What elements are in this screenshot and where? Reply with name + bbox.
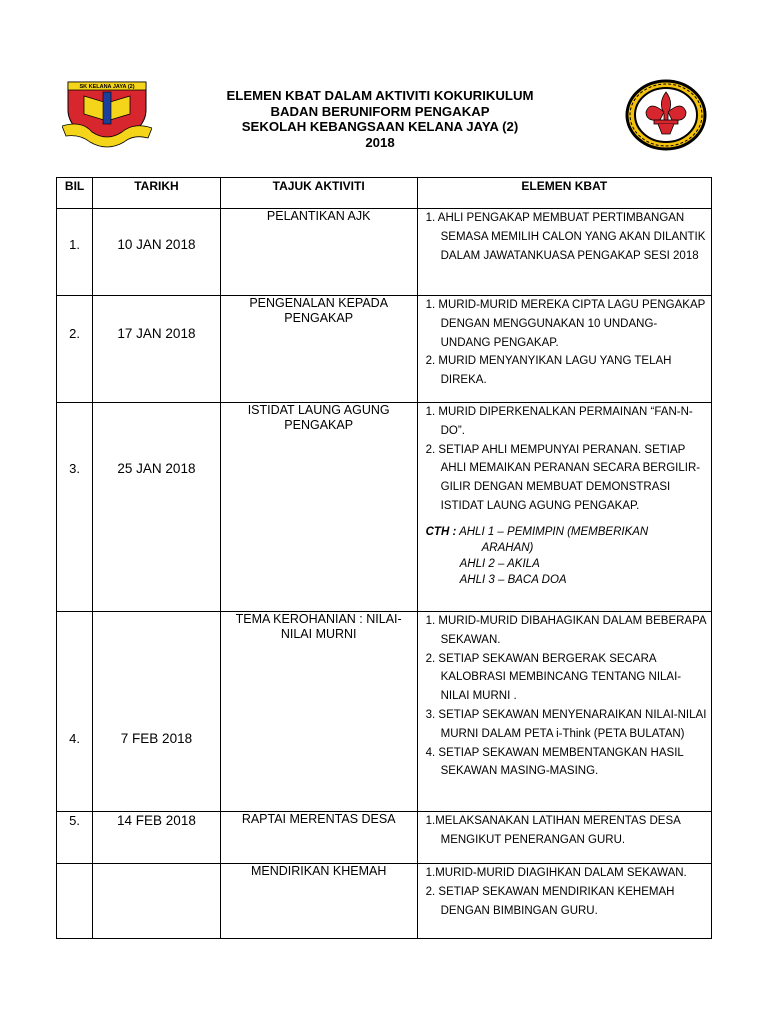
column-header-bil: BIL [57, 178, 93, 209]
cell-bil [57, 864, 93, 939]
elemen-item: 3. SETIAP SEKAWAN MENYENARAIKAN NILAI-NILAI MURNI DALAM PETA i-Think (PETA BULATAN) [425, 708, 707, 740]
elemen-item: 1. AHLI PENGAKAP MEMBUAT PERTIMBANGAN SEMASA MEMILIH CALON YANG AKAN DILANTIK DALAM JAWATANKUASA PENGAKAP SESI 2018 [425, 212, 706, 262]
cell-tarikh [93, 812, 221, 864]
bil-value: 2. [69, 326, 80, 341]
elemen-item: 2. SETIAP SEKAWAN MENDIRIKAN KEHEMAH DENGAN BIMBINGAN GURU. [425, 885, 675, 917]
column-header-tarikh: TARIKH [93, 178, 221, 209]
cell-bil [57, 403, 93, 612]
tarikh-value: 17 JAN 2018 [117, 326, 196, 341]
contoh-line: AHLI 2 – AKILA [459, 557, 540, 570]
cell-bil [57, 209, 93, 296]
cell-elemen [417, 209, 711, 296]
cell-bil [57, 812, 93, 864]
cell-tarikh [93, 209, 221, 296]
cell-tajuk [220, 812, 417, 864]
contoh-label: CTH : [425, 525, 457, 538]
cell-tarikh [93, 864, 221, 939]
table-row [57, 812, 712, 864]
table-row [57, 403, 712, 612]
elemen-item: 1.MURID-MURID DIAGIHKAN DALAM SEKAWAN. [425, 867, 687, 879]
header-school: SEKOLAH KEBANGSAAN KELANA JAYA (2) [241, 119, 519, 134]
column-header-tajuk: TAJUK AKTIVITI [220, 178, 417, 209]
cell-tajuk [220, 403, 417, 612]
scout-fleur-de-lis-icon [624, 78, 708, 152]
bil-value: 4. [69, 731, 80, 746]
table-row [57, 209, 712, 296]
contoh-line: ARAHAN) [481, 541, 534, 554]
elemen-item: 2. SETIAP SEKAWAN BERGERAK SECARA KALOBRASI MEMBINCANG TENTANG NILAI-NILAI MURNI . [425, 652, 682, 703]
table-row [57, 612, 712, 812]
bil-value: 5. [69, 813, 80, 828]
header-year: 2018 [365, 134, 395, 150]
cell-elemen [417, 812, 711, 864]
cell-tajuk [220, 864, 417, 939]
tajuk-value: ISTIDAT LAUNG AGUNG PENGAKAP [247, 403, 390, 432]
contoh-line: AHLI 3 – BACA DOA [459, 573, 567, 586]
table-header-row [57, 178, 712, 209]
tajuk-value: PENGENALAN KEPADA PENGAKAP [249, 296, 389, 325]
cell-elemen [417, 296, 711, 403]
kbat-activity-table [56, 177, 712, 939]
document-header [180, 88, 580, 150]
cell-elemen [417, 403, 711, 612]
elemen-item: 2. SETIAP AHLI MEMPUNYAI PERANAN. SETIAP AHLI MEMAIKAN PERANAN SECARA BERGILIR-GILIR DENGAN MEMBUAT DEMONSTRASI ISTIDAT LAUNG AGUNG PENGAKAP. [425, 443, 701, 512]
bil-value: 3. [69, 461, 80, 476]
tarikh-value: 25 JAN 2018 [117, 461, 196, 476]
elemen-item: 2. MURID MENYANYIKAN LAGU YANG TELAH DIREKA. [425, 355, 672, 387]
cell-tarikh [93, 403, 221, 612]
school-crest-icon [62, 76, 152, 148]
column-header-elemen: ELEMEN KBAT [417, 178, 711, 209]
cell-tajuk [220, 209, 417, 296]
elemen-item: 1. MURID DIPERKENALKAN PERMAINAN “FAN-N-DO”. [425, 406, 693, 437]
bil-value: 1. [69, 237, 80, 252]
cell-tarikh [93, 612, 221, 812]
cell-tajuk [220, 296, 417, 403]
elemen-item: 4. SETIAP SEKAWAN MEMBENTANGKAN HASIL SEKAWAN MASING-MASING. [425, 746, 684, 778]
cell-elemen [417, 864, 711, 939]
cell-bil [57, 612, 93, 812]
header-organization: BADAN BERUNIFORM PENGAKAP [270, 103, 490, 119]
elemen-item: 1.MELAKSANAKAN LATIHAN MERENTAS DESA MENGIKUT PENERANGAN GURU. [425, 815, 681, 846]
tajuk-value: MENDIRIKAN KHEMAH [250, 864, 387, 878]
cell-bil [57, 296, 93, 403]
tarikh-value: 14 FEB 2018 [117, 813, 196, 828]
table-row [57, 296, 712, 403]
elemen-item: 1. MURID-MURID MEREKA CIPTA LAGU PENGAKAP DENGAN MENGGUNAKAN 10 UNDANG-UNDANG PENGAKAP. [425, 299, 706, 349]
header-title: ELEMEN KBAT DALAM AKTIVITI KOKURIKULUM [226, 88, 534, 103]
elemen-item: 1. MURID-MURID DIBAHAGIKAN DALAM BEBERAPA SEKAWAN. [425, 615, 706, 646]
tajuk-value: RAPTAI MERENTAS DESA [241, 812, 396, 826]
cell-tarikh [93, 296, 221, 403]
cell-elemen [417, 612, 711, 812]
tajuk-value: PELANTIKAN AJK [266, 209, 371, 223]
contoh-line: AHLI 1 – PEMIMPIN (MEMBERIKAN [459, 525, 649, 538]
svg-text:SK KELANA JAYA (2): SK KELANA JAYA (2) [79, 84, 135, 90]
tarikh-value: 7 FEB 2018 [120, 731, 193, 746]
contoh-block [426, 524, 707, 588]
table-row [57, 864, 712, 939]
cell-tajuk [220, 612, 417, 812]
tarikh-value: 10 JAN 2018 [117, 237, 196, 252]
tajuk-value: TEMA KEROHANIAN : NILAI-NILAI MURNI [235, 612, 402, 641]
